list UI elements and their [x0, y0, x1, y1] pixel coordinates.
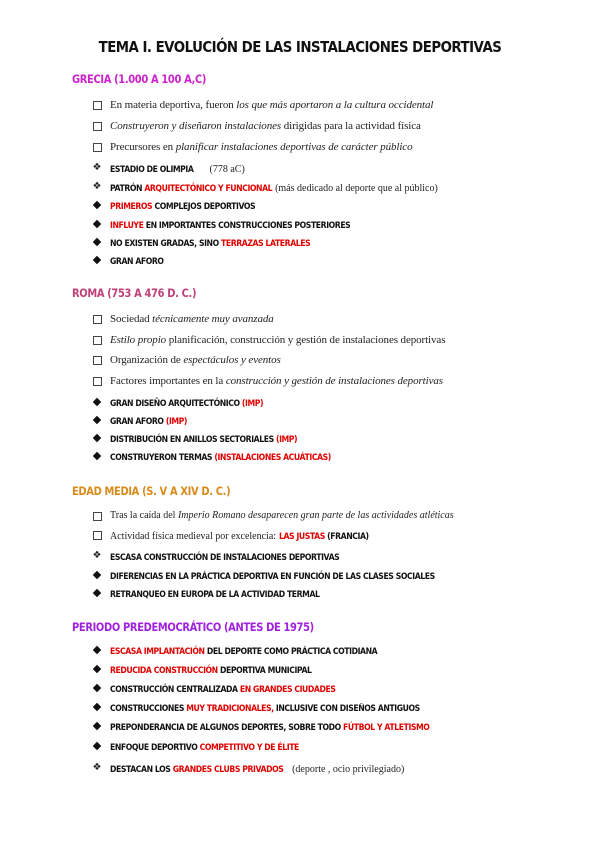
diamond-bullet-icon [90, 719, 104, 733]
diamond-bullet-icon [90, 739, 104, 753]
section-heading-roma: ROMA (753 A 476 D. C.) [72, 286, 197, 300]
checkbox-bullet-icon [90, 353, 104, 367]
diamond-bullet-icon [90, 431, 104, 445]
checkbox-bullet-icon [90, 98, 104, 112]
checkbox-bullet-icon [90, 333, 104, 347]
star-bullet-icon: ❖ [92, 181, 102, 192]
diamond-bullet-icon [90, 217, 104, 231]
diamond-bullet-icon [90, 413, 104, 427]
checkbox-bullet-icon [90, 312, 104, 326]
diamond-bullet-icon [90, 253, 104, 267]
page-title: TEMA I. EVOLUCIÓN DE LAS INSTALACIONES DEPORTIVAS [98, 38, 502, 56]
star-bullet-icon: ❖ [92, 762, 102, 773]
diamond-bullet-icon [90, 586, 104, 600]
diamond-bullet-icon [90, 198, 104, 212]
star-bullet-icon: ❖ [92, 550, 102, 561]
star-bullet-icon: ❖ [92, 162, 102, 173]
checkbox-bullet-icon [90, 119, 104, 133]
diamond-bullet-icon [90, 681, 104, 695]
document-page: TEMA I. EVOLUCIÓN DE LAS INSTALACIONES DEPORTIVAS GRECIA (1.000 A 100 A,C) En materia deportiva, fueron los que más aportaron a la cultura occidental Construyeron y diseñaron instalaciones dirigidas para la actividad física Precursores en planificar instalaciones deportivas de carácter público ❖ ESTADIO DE OLIMPIA (778 aC) ❖ PATRÓN ARQUITECTÓNICO Y FUNCIONAL (más dedicado al deporte que al público) PRIMEROS COMPLEJOS DEPORTIVOS INFLUYE EN IMPORTANTES CONSTRUCCIONES POSTERIORES NO EXISTEN GRADAS, SINO TERRAZAS LATERALES GRAN AFORO ROMA (753 A 476 D. C.) Sociedad técnicamente muy avanzada Estilo propio planificación, construcción y gestión de instalaciones deportivas Organización de espectáculos y eventos Factores importantes en la construcción y gestión de instalaciones deportivas GRAN DISEÑO ARQUITECTÓNICO (IMP) GRAN AFORO (IMP) DISTRIBUCIÓN EN ANILLOS SECTORIALES (IMP) CONSTRUYERON TERMAS (INSTALACIONES ACUÁTICAS) EDAD MEDIA (S. V A XIV D. C.) Tras la caída del Imperio Romano desaparecen gran parte de las actividades atléticas Actividad física medieval por excelencia: LAS JUSTAS (FRANCIA) ❖ ESCASA CONSTRUCCIÓN DE INSTALACIONES DEPORTIVAS DIFERENCIAS EN LA PRÁCTICA DEPORTIVA EN FUNCIÓN DE LAS CLASES SOCIALES RETRANQUEO EN EUROPA DE LA ACTIVIDAD TERMAL PERIODO PREDEMOCRÁTICO (ANTES DE 1975) ESCASA IMPLANTACIÓN DEL DEPORTE COMO PRÁCTICA COTIDIANA REDUCIDA CONSTRUCCIÓN DEPORTIVA MUNICIPAL CONSTRUCCIÓN CENTRALIZADA EN GRANDES CIUDADES CONSTRUCCIONES MUY TRADICIONALES, INCLUSIVE CON DISEÑOS ANTIGUOS PREPONDERANCIA DE ALGUNOS DEPORTES, SOBRE TODO FÚTBOL Y ATLETISMO ENFOQUE DEPORTIVO COMPETITIVO Y DE ÉLITE ❖ DESTACAN LOS GRANDES CLUBS PRIVADOS (deporte , ocio privilegiado) [0, 0, 600, 848]
diamond-bullet-icon [90, 395, 104, 409]
checkbox-bullet-icon [90, 374, 104, 388]
diamond-bullet-icon [90, 235, 104, 249]
diamond-bullet-icon [90, 449, 104, 463]
section-heading-predemocratico: PERIODO PREDEMOCRÁTICO (ANTES DE 1975) [72, 620, 314, 634]
section-heading-grecia: GRECIA (1.000 A 100 A,C) [72, 72, 207, 86]
diamond-bullet-icon [90, 700, 104, 714]
checkbox-bullet-icon [90, 509, 104, 523]
checkbox-bullet-icon [90, 528, 104, 542]
diamond-bullet-icon [90, 643, 104, 657]
section-heading-edad-media: EDAD MEDIA (S. V A XIV D. C.) [72, 484, 231, 498]
diamond-bullet-icon [90, 662, 104, 676]
checkbox-bullet-icon [90, 140, 104, 154]
diamond-bullet-icon [90, 568, 104, 582]
